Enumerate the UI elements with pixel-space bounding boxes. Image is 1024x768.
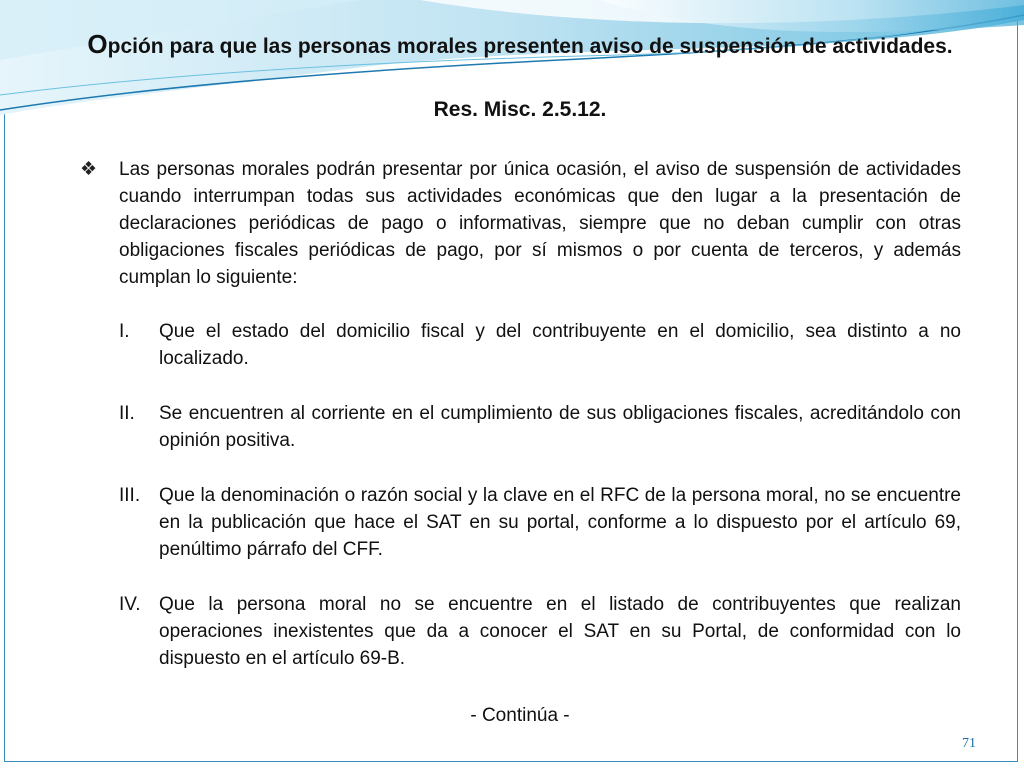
diamond-bullet-icon: ❖ — [80, 159, 98, 180]
list-item-number: IV. — [119, 594, 141, 615]
list-item-text: Que la denominación o razón social y la clave en el RFC de la persona moral, no se encuentre en la publicación que hace el SAT en su portal, conforme a lo dispuesto por el artículo 69, penúltimo párrafo del CFF. — [159, 485, 961, 560]
list-item — [119, 482, 961, 563]
title-first-letter: O — [87, 29, 108, 59]
slide-subtitle: Res. Misc. 2.5.12. — [433, 98, 607, 121]
continues-label: - Continúa - — [470, 705, 570, 726]
list-item-number: II. — [119, 403, 135, 424]
page-number: 71 — [962, 736, 976, 751]
list-item — [119, 318, 961, 372]
slide-title — [60, 30, 980, 61]
intro-paragraph: Las personas morales podrán presentar por única ocasión, el aviso de suspensión de actividades cuando interrumpan todas sus actividades económicas que den lugar a la presentación de declaraciones periódicas de pago o informativas, siempre que no deban cumplir con otras obligaciones fiscales periódicas de pago, por sí mismos o por cuenta de terceros, y además cumplan lo siguiente: — [119, 159, 961, 288]
list-item — [119, 591, 961, 672]
list-item-text: Que el estado del domicilio fiscal y del contribuyente en el domicilio, sea distinto a no localizado. — [159, 321, 961, 369]
title-text: pción para que las personas morales presenten aviso de suspensión de actividades. — [107, 35, 953, 58]
list-item-text: Que la persona moral no se encuentre en el listado de contribuyentes que realizan operaciones inexistentes que da a conocer el SAT en su Portal, de conformidad con lo dispuesto en el artículo 69-B. — [159, 594, 961, 669]
list-item — [119, 400, 961, 454]
list-item-number: I. — [119, 321, 130, 342]
list-item-text: Se encuentren al corriente en el cumplimiento de sus obligaciones fiscales, acreditándolo con opinión positiva. — [159, 403, 961, 451]
list-item-number: III. — [119, 485, 141, 506]
